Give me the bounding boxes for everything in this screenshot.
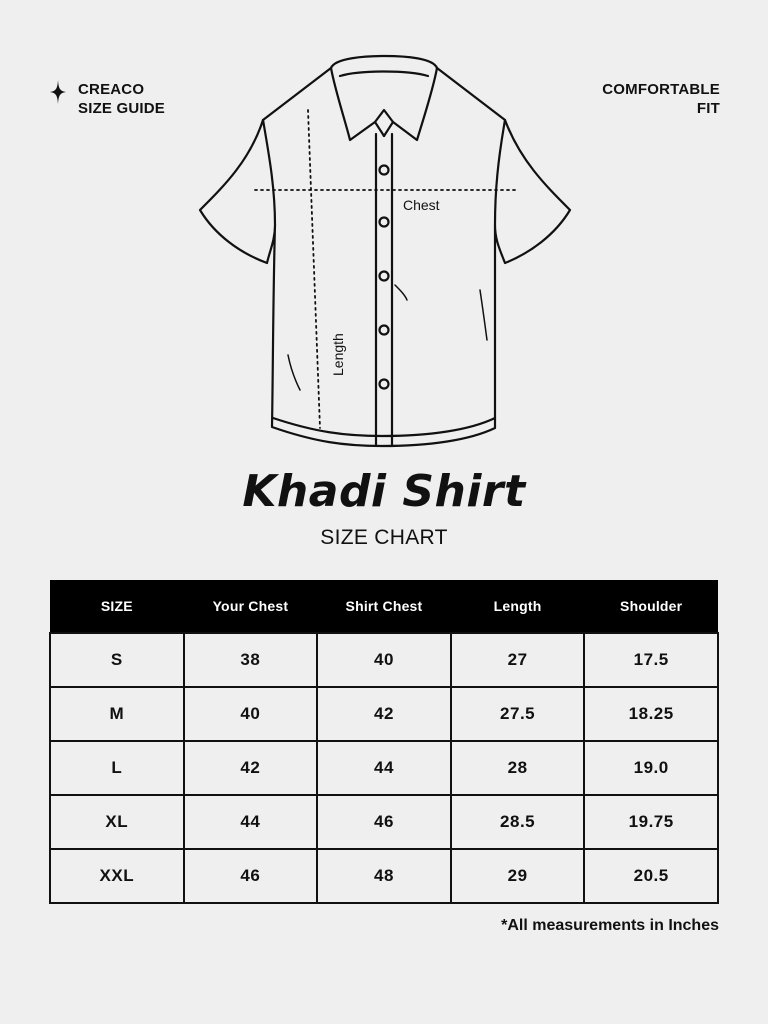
cell-your-chest: 40 [184,687,318,741]
cell-shirt-chest: 48 [317,849,451,903]
page-subtitle: SIZE CHART [320,526,448,549]
cell-shirt-chest: 40 [317,633,451,687]
cell-your-chest: 42 [184,741,318,795]
cell-size: XL [50,795,184,849]
cell-size: S [50,633,184,687]
button-2 [380,218,389,227]
table-row [50,633,718,687]
cell-shoulder: 18.25 [584,687,718,741]
shirt-illustration [195,50,575,460]
fit-line-2: FIT [696,100,720,117]
length-measure-line [308,110,320,428]
table-row [50,687,718,741]
brand-name: CREACO [78,81,145,98]
button-4 [380,326,389,335]
brand-subtitle: SIZE GUIDE [78,100,166,117]
cell-shoulder: 17.5 [584,633,718,687]
button-5 [380,380,389,389]
sparkle-icon [50,80,66,104]
fit-line-1: COMFORTABLE [602,81,720,98]
cell-your-chest: 38 [184,633,318,687]
table-header-row [50,580,718,633]
cell-shirt-chest: 42 [317,687,451,741]
button-1 [380,166,389,175]
header-length: Length [451,580,585,633]
header-size: SIZE [50,580,184,633]
cell-length: 28 [451,741,585,795]
page-title: Khadi Shirt [242,466,526,517]
cell-length: 29 [451,849,585,903]
fit-label [602,80,720,118]
header-your-chest: Your Chest [184,580,318,633]
table-row [50,849,718,903]
table-row [50,795,718,849]
cell-shirt-chest: 46 [317,795,451,849]
cell-shoulder: 19.0 [584,741,718,795]
cell-length: 27 [451,633,585,687]
cell-size: M [50,687,184,741]
cell-length: 28.5 [451,795,585,849]
header-shoulder: Shoulder [584,580,718,633]
cell-length: 27.5 [451,687,585,741]
size-chart-table [49,580,719,904]
measurement-note: *All measurements in Inches [501,917,719,934]
cell-shirt-chest: 44 [317,741,451,795]
cell-shoulder: 20.5 [584,849,718,903]
chest-label: Chest [403,197,440,213]
brand-text [78,80,165,118]
cell-size: L [50,741,184,795]
button-3 [380,272,389,281]
length-label: Length [330,333,346,376]
cell-your-chest: 46 [184,849,318,903]
brand-block [50,80,165,118]
table-row [50,741,718,795]
header-shirt-chest: Shirt Chest [317,580,451,633]
cell-your-chest: 44 [184,795,318,849]
cell-shoulder: 19.75 [584,795,718,849]
cell-size: XXL [50,849,184,903]
